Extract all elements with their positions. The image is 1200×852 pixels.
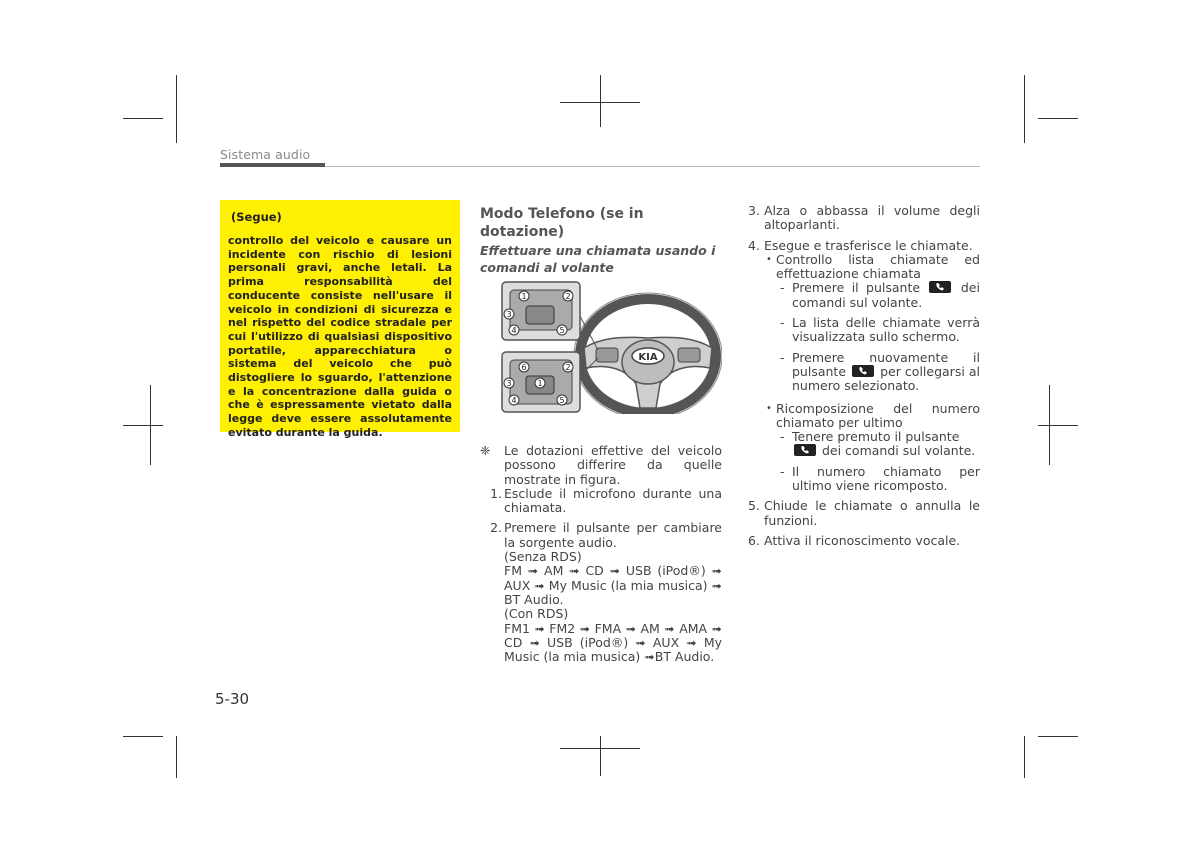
crop-mark xyxy=(176,75,177,143)
warning-box xyxy=(220,200,460,439)
list-item: 3. Alza o abbassa il volume degli altoparlanti. xyxy=(748,203,980,233)
crop-mark xyxy=(1038,736,1078,737)
crop-mark xyxy=(560,748,640,749)
dash-item: - Il numero chiamato per ultimo viene ricomposto. xyxy=(780,463,980,494)
bullet-item: • Controllo lista chiamate ed effettuazione chiamata xyxy=(766,251,980,282)
callout-4: 4 xyxy=(511,396,517,405)
callout-5: 5 xyxy=(559,326,565,335)
header-bar xyxy=(220,163,325,167)
dash-item: - Tenere premuto il pulsante dei comandi sul volante. xyxy=(780,429,976,459)
dash-item: - Premere nuovamente il pulsante per collegarsi al numero selezionato. xyxy=(780,349,980,394)
page-number: 5-30 xyxy=(215,690,250,708)
callout-6: 6 xyxy=(521,363,527,372)
note-text: Le dotazioni effettive del veicolo possono differire da quelle mostrate in figura. xyxy=(504,443,722,487)
callout-4: 4 xyxy=(511,326,517,335)
crop-mark xyxy=(600,75,601,127)
section-subtitle: Effettuare una chiamata usando i comandi al volante xyxy=(480,243,716,275)
list-item: 4. Esegue e trasferisce le chiamate. xyxy=(748,237,973,253)
callout-3: 3 xyxy=(506,310,512,319)
callout-1: 1 xyxy=(537,379,543,388)
phone-icon xyxy=(794,444,816,456)
column-middle xyxy=(480,205,722,276)
column-right xyxy=(748,204,980,554)
callout-5: 5 xyxy=(559,396,565,405)
crop-mark xyxy=(1024,736,1025,778)
phone-icon xyxy=(929,281,951,293)
section-header: Sistema audio xyxy=(220,147,311,162)
crop-mark xyxy=(1038,118,1078,119)
crop-mark xyxy=(176,736,177,778)
crop-mark xyxy=(600,736,601,776)
list-item: 2. Premere il pulsante per cambiare la sorgente audio. (Senza RDS) FM ➟ AM ➟ CD ➟ USB (iPod®) ➟ AUX ➟ My Music (la mia musica) ➟ BT Audio. (Con RDS) FM1 ➟ FM2 ➟ FMA ➟ AM ➟ AMA ➟ CD ➟ USB (iPod®) ➟ AUX ➟ My Music (la mia musica) ➟BT Audio. xyxy=(490,520,722,665)
crop-mark xyxy=(123,425,163,426)
bullet-item: • Ricomposizione del numero chiamato per ultimo xyxy=(766,400,980,430)
warning-title: (Segue) xyxy=(231,210,282,224)
warning-body: controllo del veicolo e causare un incidente con rischio di lesioni personali gravi, anche letali. La prima responsabilità del conducente consiste nell'usare il veicolo in condizioni di sicurezza e nel rispetto del codice stradale per cui l'utilizzo di qualsiasi dispositivo portatile, apparecchiatura o sistema del veicolo che può distogliere lo sguardo, l'attenzione e la concentrazione dalla guida o che è espressamente vietato dalla legge deve essere assolutamente evitato durante la guida. xyxy=(228,234,452,439)
crop-mark xyxy=(123,118,163,119)
crop-mark xyxy=(123,736,163,737)
header-rule xyxy=(325,166,980,167)
list-item: 5. Chiude le chiamate o annulla le funzioni. xyxy=(748,498,980,528)
list-item: 6. Attiva il riconoscimento vocale. xyxy=(748,532,961,548)
section-title: Modo Telefono (se in dotazione) xyxy=(480,206,644,240)
callout-2: 2 xyxy=(565,292,571,301)
notes-middle xyxy=(480,444,722,670)
callout-1: 1 xyxy=(521,292,527,301)
list-item: 1. Esclude il microfono durante una chiamata. xyxy=(490,485,722,516)
dash-item: - La lista delle chiamate verrà visualizzata sullo schermo. xyxy=(780,315,980,345)
phone-icon xyxy=(852,365,874,377)
crop-mark xyxy=(1038,425,1078,426)
steering-wheel-figure xyxy=(500,276,722,414)
callout-2: 2 xyxy=(565,363,571,372)
note-symbol: ❈ xyxy=(480,443,491,458)
steering-wheel-illustration xyxy=(500,276,722,414)
dash-item: - Premere il pulsante dei comandi sul volante. xyxy=(780,280,980,310)
callout-3: 3 xyxy=(506,379,512,388)
kia-logo: KIA xyxy=(638,352,658,363)
crop-mark xyxy=(1024,75,1025,143)
crop-mark xyxy=(560,102,640,103)
